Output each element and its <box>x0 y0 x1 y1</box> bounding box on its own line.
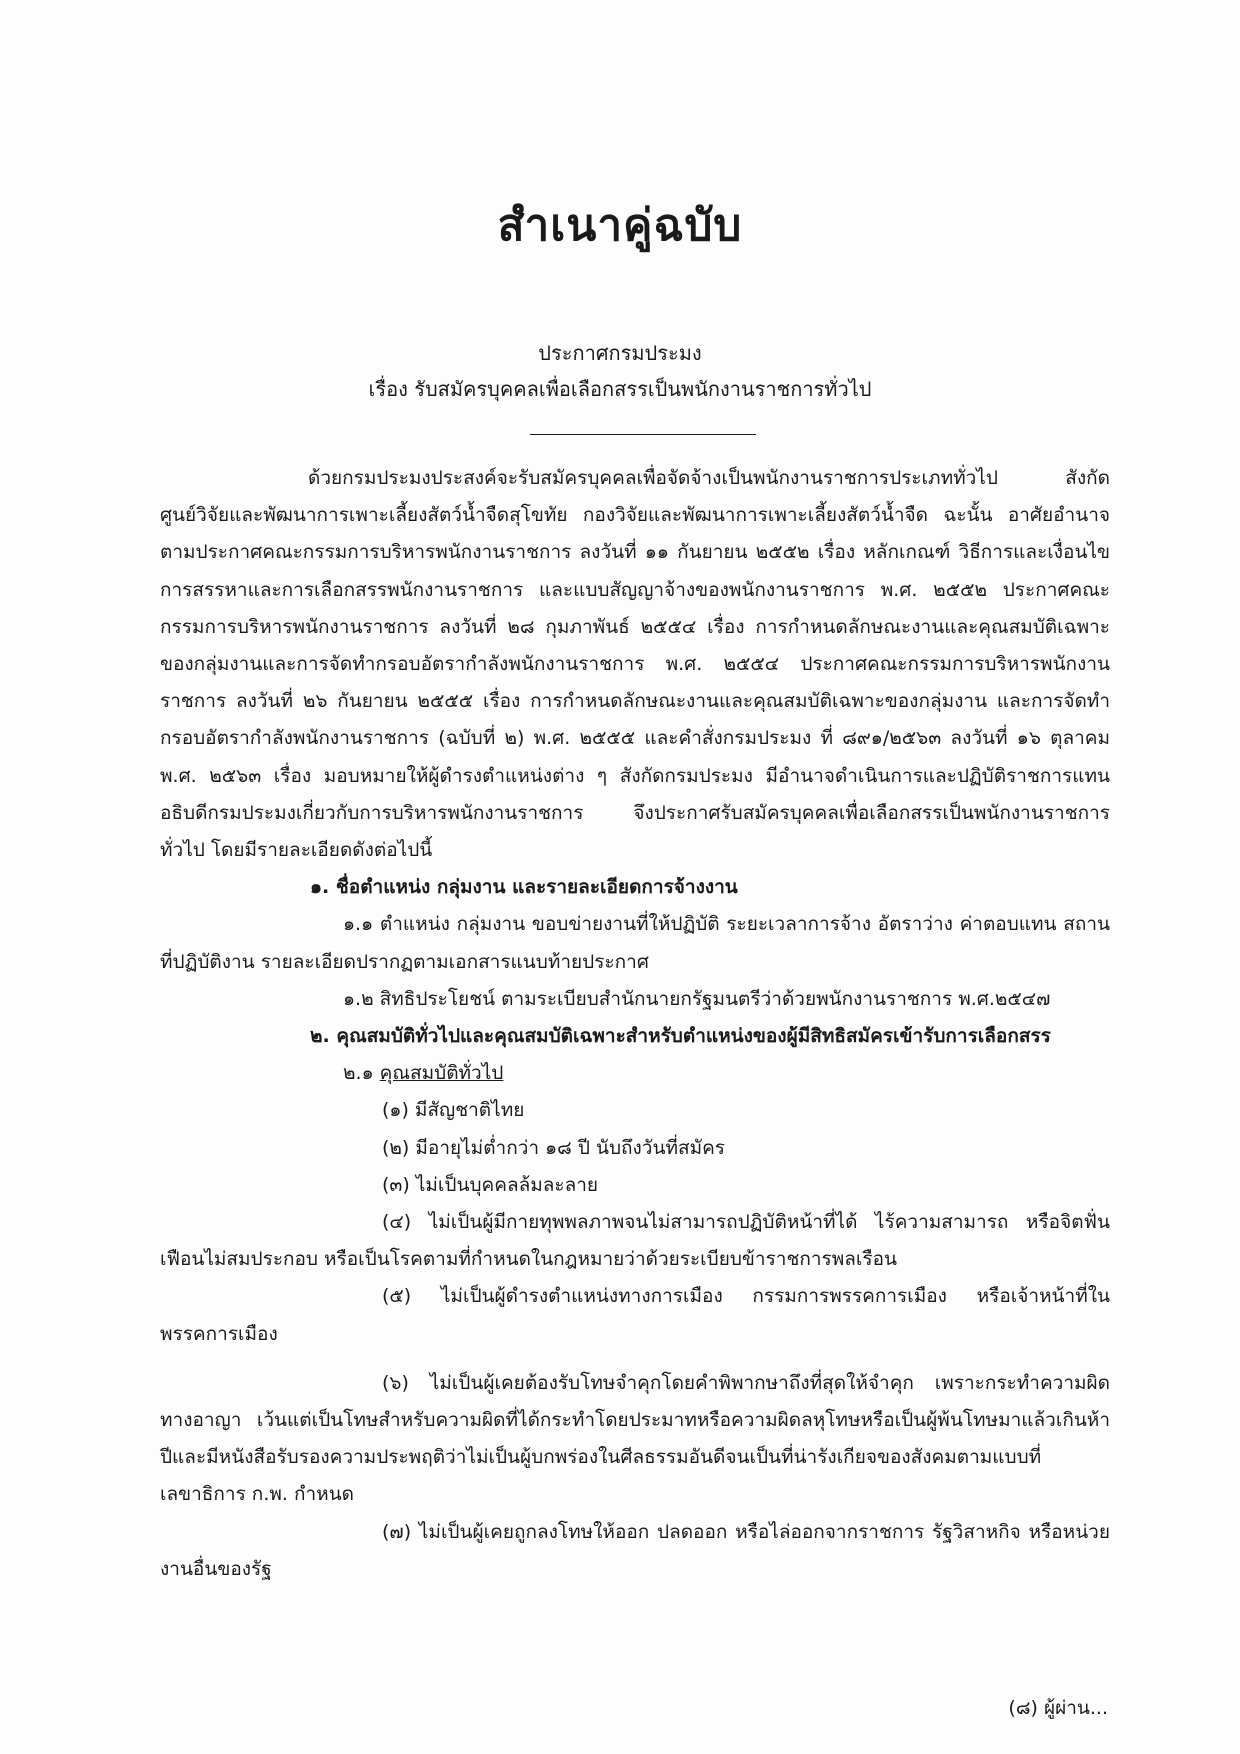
announcement-subject: เรื่อง รับสมัครบุคคลเพื่อเลือกสรรเป็นพนักงานราชการทั่วไป <box>368 377 872 401</box>
qualification-item-3: (๓) ไม่เป็นบุคคลล้มละลาย <box>382 1173 599 1196</box>
copy-stamp: สำเนาคู่ฉบับ <box>497 200 743 251</box>
section-1-item-1: ๑.๑ ตำแหน่ง กลุ่มงาน ขอบข่ายงานที่ให้ปฏิบัติ ระยะเวลาการจ้าง อัตราว่าง ค่าตอบแทน สถานที่ปฏิบัติงาน รายละเอียดปรากฏตามเอกสารแนบท้ายประกาศ <box>160 913 1110 973</box>
section-2-subheading <box>160 1055 1110 1092</box>
qualification-item-5: (๕) ไม่เป็นผู้ดำรงตำแหน่งทางการเมือง กรรมการพรรคการเมือง หรือเจ้าหน้าที่ในพรรคการเมือง <box>160 1285 1110 1345</box>
section-1-item-2: ๑.๒ สิทธิประโยชน์ ตามระเบียบสำนักนายกรัฐมนตรีว่าด้วยพนักงานราชการ พ.ศ.๒๕๔๗ <box>343 987 1051 1010</box>
intro-paragraph: ด้วยกรมประมงประสงค์จะรับสมัครบุคคลเพื่อจัดจ้างเป็นพนักงานราชการประเภททั่วไป สังกัดศูนย์วิจัยและพัฒนาการเพาะเลี้ยงสัตว์น้ำจืดสุโขทัย กองวิจัยและพัฒนาการเพาะเลี้ยงสัตว์น้ำจืด ฉะนั้น อาศัยอำนาจตามประกาศคณะกรรมการบริหารพนักงานราชการ ลงวันที่ ๑๑ กันยายน ๒๕๕๒ เรื่อง หลักเกณฑ์ วิธีการและเงื่อนไขการสรรหาและการเลือกสรรพนักงานราชการ และแบบสัญญาจ้างของพนักงานราชการ พ.ศ. ๒๕๕๒ ประกาศคณะกรรมการบริหารพนักงานราชการ ลงวันที่ ๒๘ กุมภาพันธ์ ๒๕๕๔ เรื่อง การกำหนดลักษณะงานและคุณสมบัติเฉพาะของกลุ่มงานและการจัดทำกรอบอัตรากำลังพนักงานราชการ พ.ศ. ๒๕๕๔ ประกาศคณะกรรมการบริหารพนักงานราชการ ลงวันที่ ๒๖ กันยายน ๒๕๕๕ เรื่อง การกำหนดลักษณะงานและคุณสมบัติเฉพาะของกลุ่มงาน และการจัดทำกรอบอัตรากำลังพนักงานราชการ (ฉบับที่ ๒) พ.ศ. ๒๕๕๕ และคำสั่งกรมประมง ที่ ๘๙๑/๒๕๖๓ ลงวันที่ ๑๖ ตุลาคม พ.ศ. ๒๕๖๓ เรื่อง มอบหมายให้ผู้ดำรงตำแหน่งต่าง ๆ สังกัดกรมประมง มีอำนาจดำเนินการและปฏิบัติราชการแทนอธิบดีกรมประมงเกี่ยวกับการบริหารพนักงานราชการ จึงประกาศรับสมัครบุคคลเพื่อเลือกสรรเป็นพนักงานราชการทั่วไป โดยมีรายละเอียดดังต่อไปนี้ <box>160 467 1110 862</box>
heading-divider <box>530 434 756 435</box>
announcement-title: ประกาศกรมประมง <box>538 341 702 365</box>
qualification-item-4: (๔) ไม่เป็นผู้มีกายทุพพลภาพจนไม่สามารถปฏิบัติหน้าที่ได้ ไร้ความสามารถ หรือจิตฟั่นเฟือนไม่สมประกอบ หรือเป็นโรคตามที่กำหนดในกฎหมายว่าด้วยระเบียบข้าราชการพลเรือน <box>160 1211 1110 1271</box>
section-2-sub-number: ๒.๑ <box>343 1062 374 1085</box>
document-body <box>160 460 1110 1588</box>
section-2-title: ๒. คุณสมบัติทั่วไปและคุณสมบัติเฉพาะสำหรับตำแหน่งของผู้มีสิทธิสมัครเข้ารับการเลือกสรร <box>310 1025 1051 1048</box>
section-2-sub-title: คุณสมบัติทั่วไป <box>379 1062 504 1085</box>
section-1-title: ๑. ชื่อตำแหน่ง กลุ่มงาน และรายละเอียดการจ้างงาน <box>310 876 738 899</box>
qualification-item-1: (๑) มีสัญชาติไทย <box>382 1099 525 1122</box>
qualification-item-6: (๖) ไม่เป็นผู้เคยต้องรับโทษจำคุกโดยคำพิพากษาถึงที่สุดให้จำคุก เพราะกระทำความผิดทางอาญา เว้นแต่เป็นโทษสำหรับความผิดที่ได้กระทำโดยประมาทหรือความผิดลหุโทษหรือเป็นผู้พ้นโทษมาแล้วเกินห้าปีและมีหนังสือรับรองความประพฤติว่าไม่เป็นผู้บกพร่องในศีลธรรมอันดีจนเป็นที่น่ารังเกียจของสังคมตามแบบที่เลขาธิการ ก.พ. กำหนด <box>160 1371 1110 1506</box>
continuation-note: (๘) ผู้ผ่าน... <box>1008 1697 1108 1719</box>
qualification-item-7: (๗) ไม่เป็นผู้เคยถูกลงโทษให้ออก ปลดออก หรือไล่ออกจากราชการ รัฐวิสาหกิจ หรือหน่วยงานอื่นของรัฐ <box>160 1520 1110 1580</box>
qualification-item-2: (๒) มีอายุไม่ต่ำกว่า ๑๘ ปี นับถึงวันที่สมัคร <box>382 1136 726 1159</box>
